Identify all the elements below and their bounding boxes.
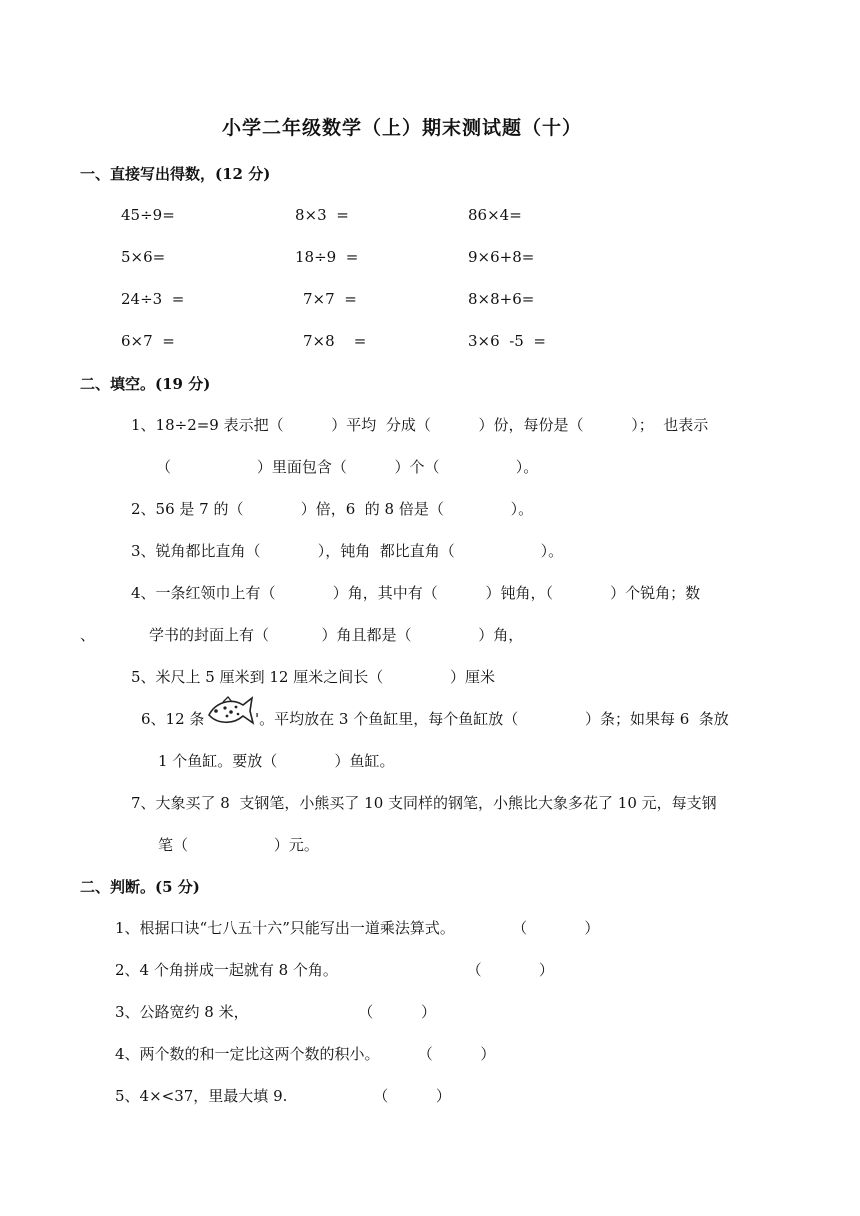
page-title: 小学二年级数学（上）期末测试题（十）	[222, 117, 583, 139]
judge-item: 4、两个数的和一定比这两个数的积小。 （ ）	[115, 1045, 496, 1063]
calc-item: 8×8+6=	[468, 290, 535, 308]
fill-q1-line2: （ ）里面包含（ ）个（ ）。	[156, 458, 539, 476]
judge-item: 3、公路宽约 8 米， （ ）	[115, 1003, 436, 1021]
judge-item: 2、4 个角拼成一起就有 8 个角。 （ ）	[115, 961, 554, 979]
fill-q6-line1: '。平均放在 3 个鱼缸里，每个鱼缸放（ ）条；如果每 6 条放	[255, 710, 729, 728]
calc-item: 7×7 =	[303, 290, 357, 308]
fill-q1-line1: 1、18÷2=9 表示把（ ）平均 分成（ ）份，每份是（ ）； 也表示	[131, 416, 709, 434]
calc-item: 6×7 =	[121, 332, 175, 350]
calc-item: 7×8 =	[303, 332, 367, 350]
judge-item: 1、根据口诀“七八五十六”只能写出一道乘法算式。 （ ）	[115, 919, 600, 937]
fill-q4-line2: 学书的封面上有（ ）角且都是（ ）角，	[149, 626, 524, 644]
calc-item: 9×6+8=	[468, 248, 535, 266]
fill-q3: 3、锐角都比直角（ ），钝角 都比直角（ ）。	[131, 542, 564, 560]
fill-q2: 2、56 是 7 的（ ）倍，6 的 8 倍是（ ）。	[131, 500, 534, 518]
calc-item: 3×6 -5 =	[468, 332, 546, 350]
fill-q5: 5、米尺上 5 厘米到 12 厘米之间长（ ）厘米	[131, 668, 496, 686]
calc-item: 8×3 =	[295, 206, 349, 224]
calc-item: 18÷9 =	[295, 248, 359, 266]
fill-q7-line2: 笔（ ）元。	[158, 836, 319, 854]
calc-item: 5×6=	[121, 248, 166, 266]
section-3-heading: 二、判断。(5 分)	[80, 878, 200, 896]
fill-q4-mark: 、	[80, 626, 96, 644]
fill-q6-prefix: 6、12 条	[141, 710, 205, 728]
calc-item: 45÷9=	[121, 206, 175, 224]
fish-icon	[205, 693, 255, 729]
calc-item: 24÷3 =	[121, 290, 185, 308]
section-1-heading: 一、直接写出得数，(12 分)	[80, 165, 271, 183]
fill-q7-line1: 7、大象买了 8 支钢笔，小熊买了 10 支同样的钢笔，小熊比大象多花了 10 元，每支钢	[131, 794, 717, 812]
fill-q4-line1: 4、一条红领巾上有（ ）角，其中有（ ）钝角，（ ）个锐角；数	[131, 584, 701, 602]
judge-item: 5、4×<37，里最大填 9. （ ）	[115, 1087, 451, 1105]
section-2-heading: 二、填空。(19 分)	[80, 375, 211, 393]
calc-item: 86×4=	[468, 206, 522, 224]
fill-q6-line2: 1 个鱼缸。要放（ ）鱼缸。	[158, 752, 395, 770]
